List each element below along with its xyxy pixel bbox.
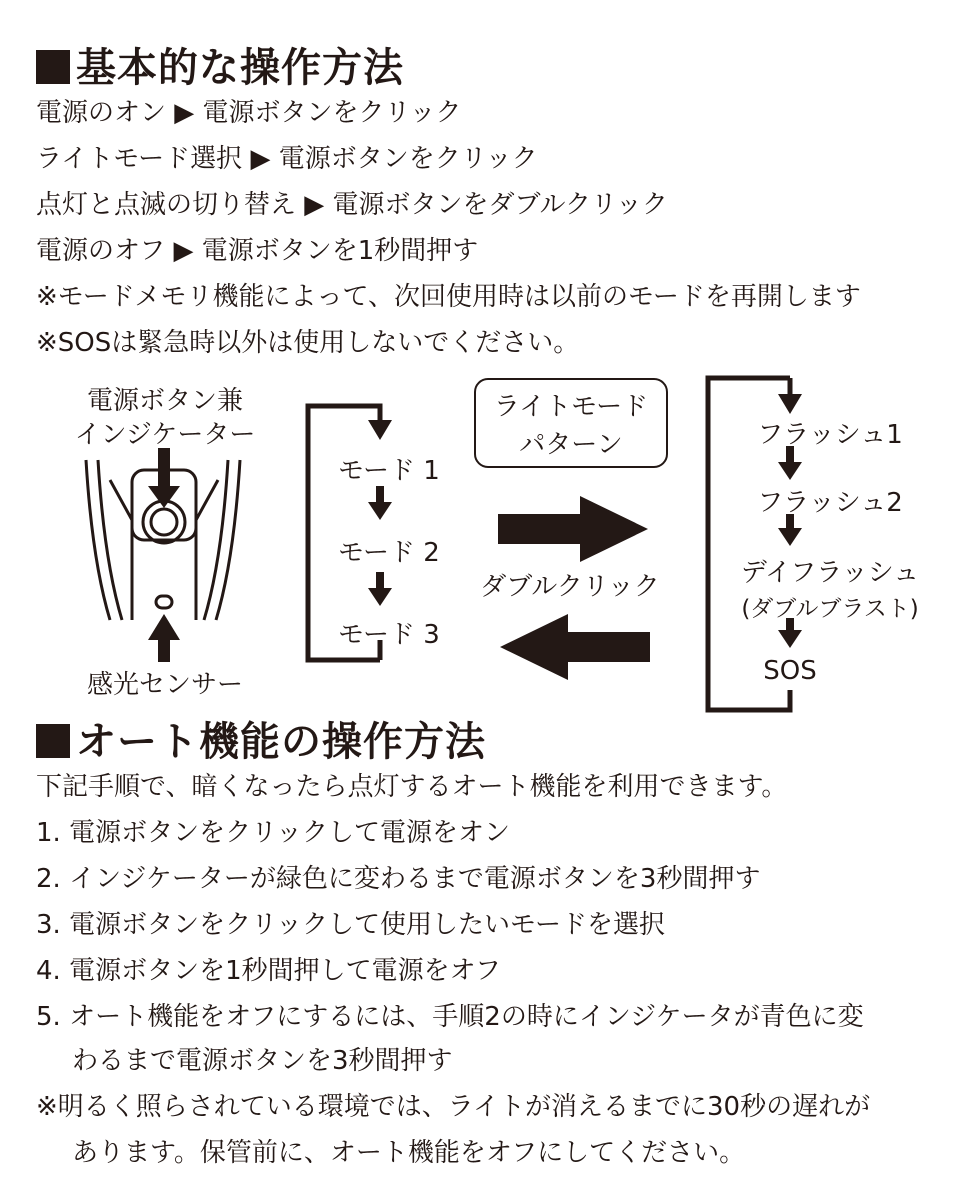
section-heading-auto (36, 710, 486, 767)
mode-2-label: モード 2 (338, 538, 440, 568)
double-click-label: ダブルクリック (480, 572, 660, 602)
flash-2-label: フラッシュ2 (757, 488, 903, 518)
button-label-line2: インジケーター (74, 420, 256, 450)
mode-1-label: モード 1 (338, 456, 440, 486)
auto-intro: 下記手順で、暗くなったら点灯するオート機能を利用できます。 (36, 772, 788, 802)
instruction-line: 電源のオン ▶ 電源ボタンをクリック (36, 98, 462, 128)
note-line: ※SOSは緊急時以外は使用しないでください。 (36, 328, 580, 358)
flash-1-label: フラッシュ1 (757, 420, 903, 450)
day-flash-label: デイフラッシュ (740, 558, 920, 588)
pattern-label-line1: ライトモード (493, 392, 649, 422)
sensor-label: 感光センサー (86, 670, 243, 700)
auto-step-continuation: わるまで電源ボタンを3秒間押す (72, 1046, 453, 1076)
auto-note-line2: あります。保管前に、オート機能をオフにしてください。 (72, 1138, 746, 1168)
heading-text: オート機能の操作方法 (76, 719, 486, 765)
left-big-arrow (500, 614, 650, 680)
heading-square-icon (36, 724, 70, 758)
auto-note-line1: ※明るく照らされている環境では、ライトが消えるまでに30秒の遅れが (36, 1092, 871, 1122)
button-pointer-arrow (148, 448, 180, 508)
mode-3-label: モード 3 (338, 620, 440, 650)
instruction-line: ライトモード選択 ▶ 電源ボタンをクリック (36, 144, 538, 174)
auto-step: 2. インジケーターが緑色に変わるまで電源ボタンを3秒間押す (36, 864, 761, 894)
instruction-line: 電源のオフ ▶ 電源ボタンを1秒間押す (36, 236, 479, 266)
right-big-arrow (498, 496, 648, 562)
auto-step: 4. 電源ボタンを1秒間押して電源をオフ (36, 956, 501, 986)
heading-text: 基本的な操作方法 (76, 45, 404, 91)
sensor-pointer-arrow (148, 614, 180, 662)
instruction-line: 点灯と点滅の切り替え ▶ 電源ボタンをダブルクリック (36, 190, 668, 220)
auto-step: 3. 電源ボタンをクリックして使用したいモードを選択 (36, 910, 665, 940)
pattern-label-line2: パターン (519, 430, 623, 460)
sos-label: SOS (763, 656, 817, 686)
button-label-line1: 電源ボタン兼 (86, 386, 243, 416)
note-line: ※モードメモリ機能によって、次回使用時は以前のモードを再開します (36, 282, 861, 312)
auto-step: 1. 電源ボタンをクリックして電源をオン (36, 818, 511, 848)
mode-arrows (368, 420, 392, 606)
double-blast-label: (ダブルブラスト) (741, 596, 919, 622)
auto-step: 5. オート機能をオフにするには、手順2の時にインジケータが青色に変 (36, 1002, 864, 1032)
